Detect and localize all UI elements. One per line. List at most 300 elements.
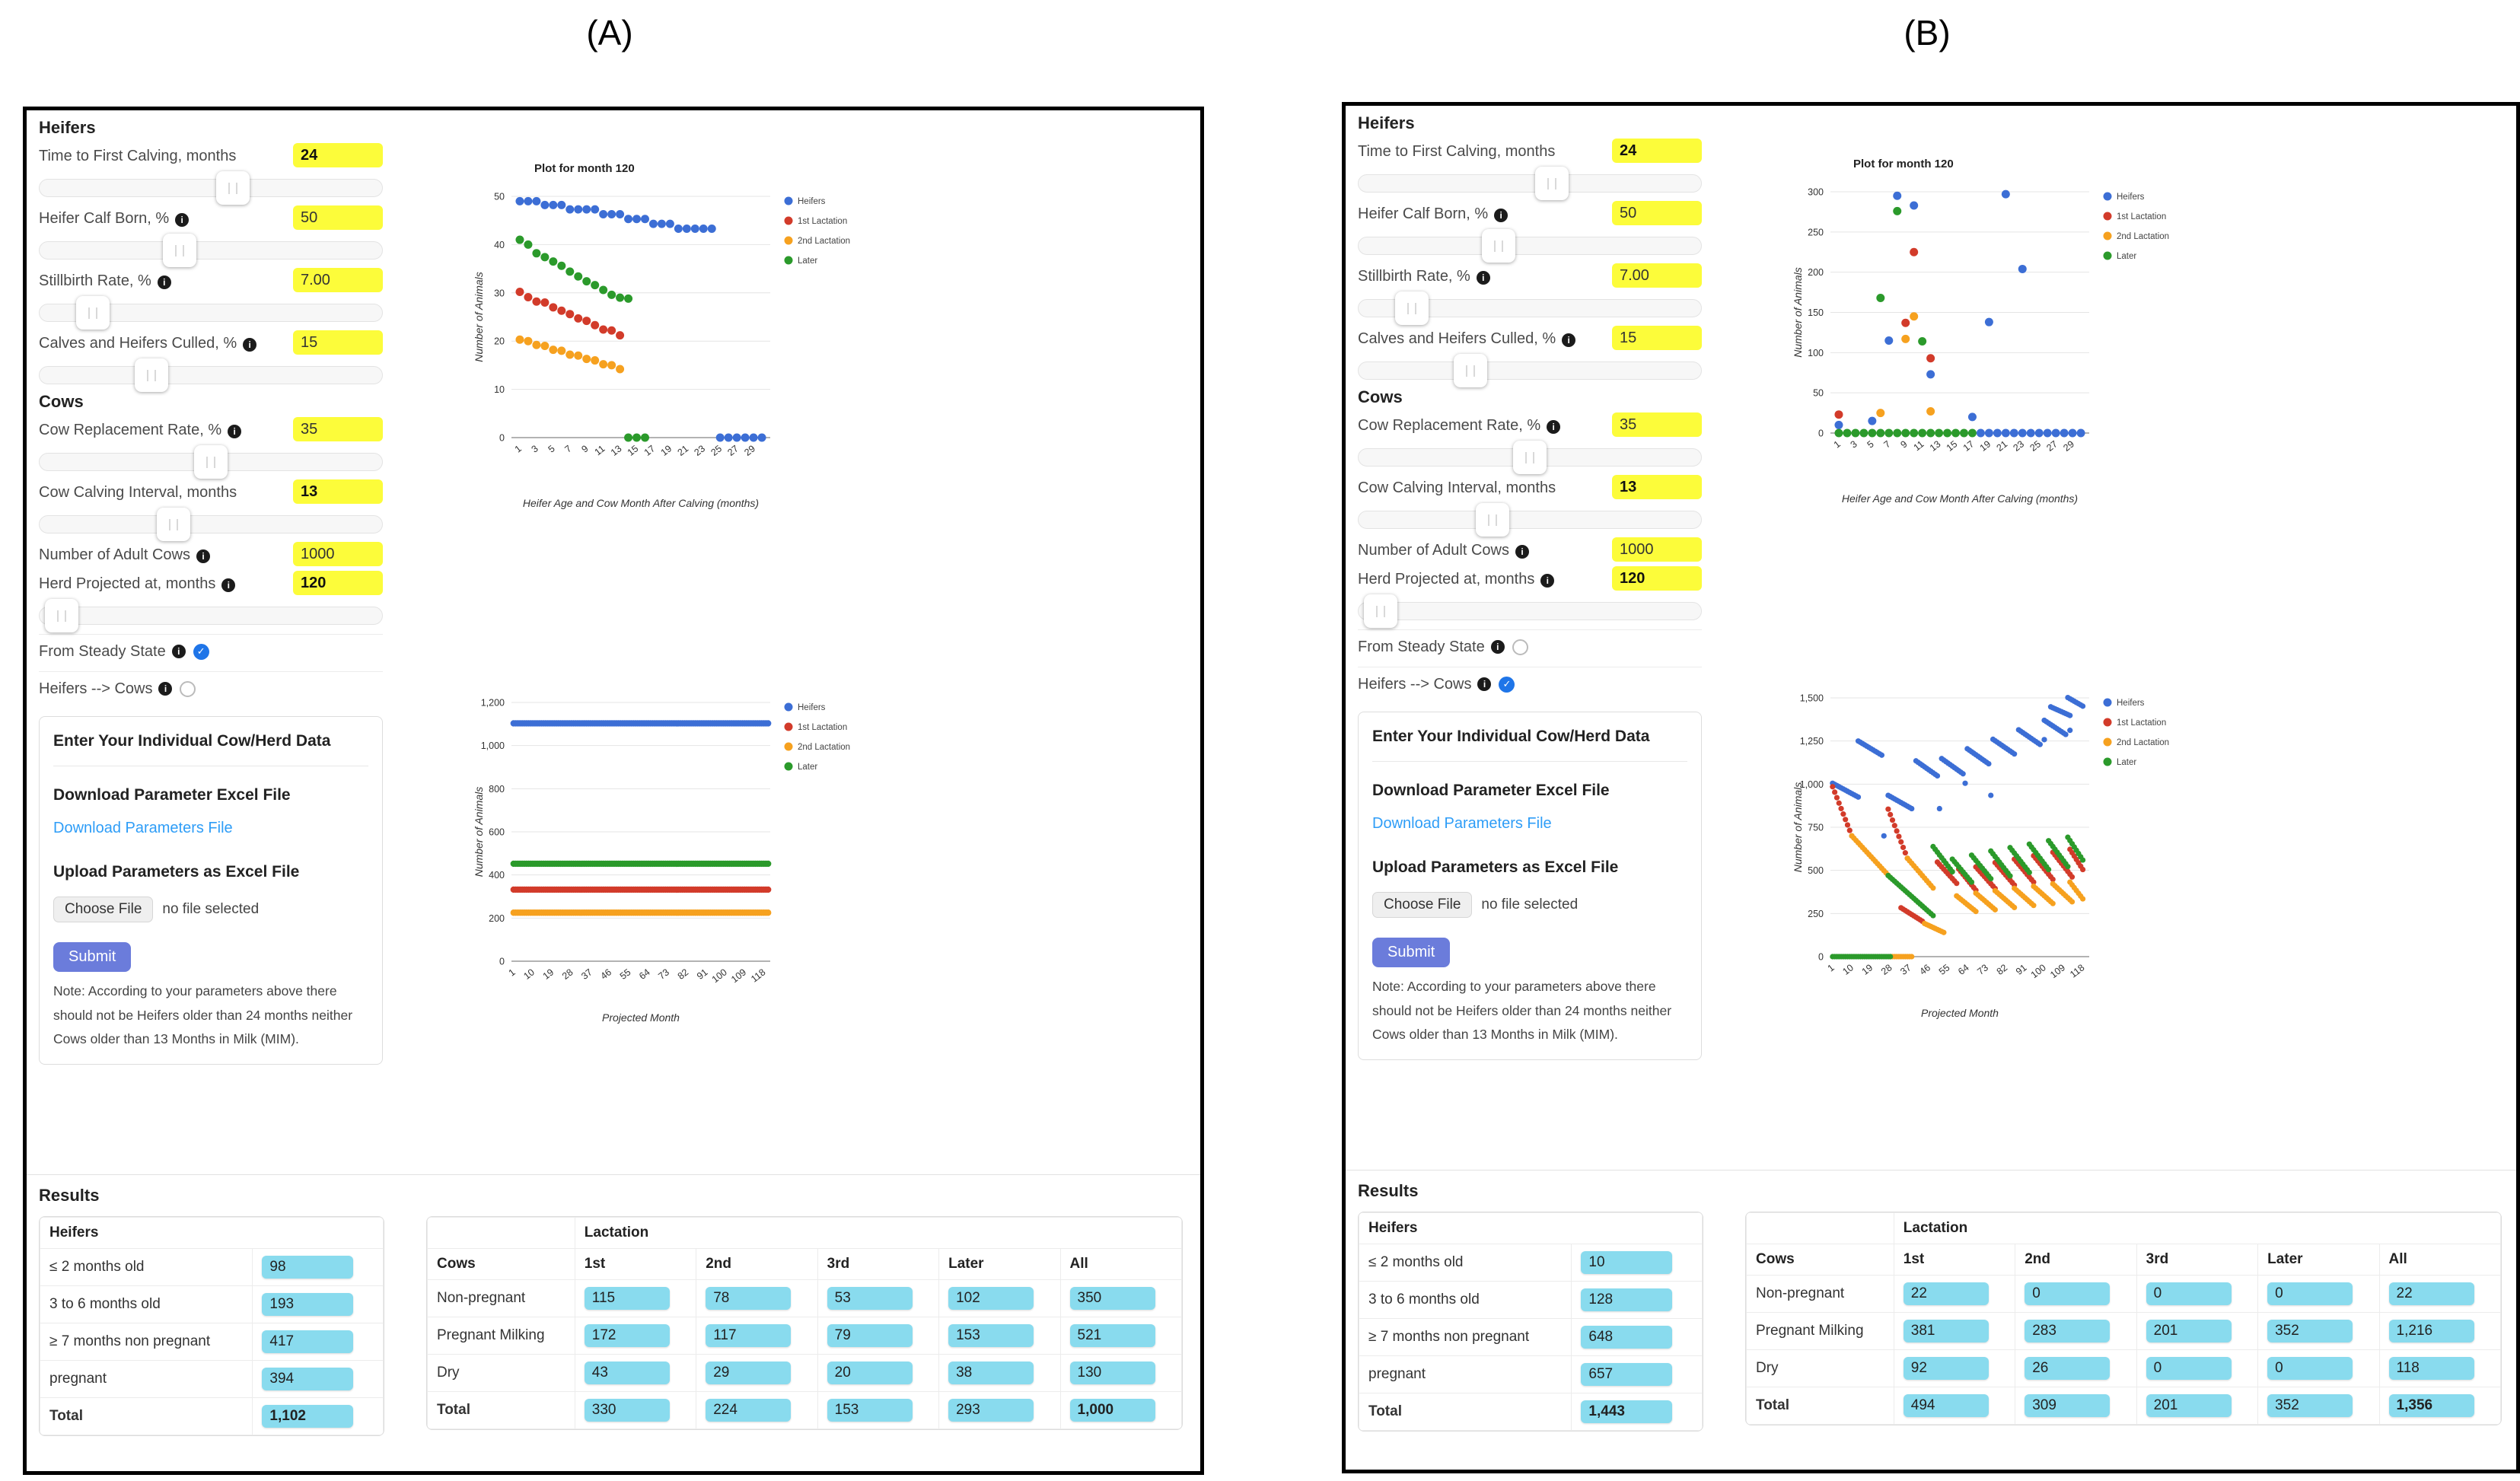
svg-text:3: 3 <box>1848 438 1859 451</box>
svg-text:73: 73 <box>656 967 671 982</box>
choose-file-button[interactable]: Choose File <box>53 897 153 922</box>
result-value-box: 29 <box>706 1362 791 1384</box>
scatter-chart-svg <box>472 639 898 1035</box>
info-icon[interactable]: i <box>1562 333 1575 347</box>
result-value-box: 26 <box>2025 1357 2110 1380</box>
herd-tool-panel-a <box>23 107 1204 1475</box>
slider-handle[interactable] <box>135 358 168 392</box>
heifers-table-header: Heifers <box>1359 1213 1703 1244</box>
slider-grip-icon <box>228 183 237 194</box>
field-value-input[interactable]: 50 <box>293 205 383 230</box>
scatter-chart-svg <box>472 152 898 518</box>
result-value-box: 53 <box>827 1287 913 1310</box>
result-value-box: 417 <box>262 1330 353 1353</box>
info-icon[interactable]: i <box>1547 420 1560 434</box>
table-row <box>40 1249 384 1286</box>
field-value-input[interactable]: 120 <box>293 571 383 595</box>
result-value-box: 118 <box>2389 1357 2474 1380</box>
svg-text:21: 21 <box>675 443 691 458</box>
slider-handle[interactable] <box>216 171 250 205</box>
svg-text:15: 15 <box>1944 438 1960 454</box>
svg-text:55: 55 <box>617 967 633 982</box>
result-value-box: 98 <box>262 1256 353 1279</box>
herd-tool-panel-b <box>1342 102 2520 1473</box>
svg-text:2nd Lactation: 2nd Lactation <box>798 743 851 752</box>
info-icon[interactable]: i <box>175 213 189 227</box>
svg-text:37: 37 <box>1898 962 1913 977</box>
field-value-input[interactable]: 35 <box>293 417 383 441</box>
svg-text:9: 9 <box>579 443 591 455</box>
download-header: Download Parameter Excel File <box>53 786 291 804</box>
field-label: Calves and Heifers Culled, % <box>1358 330 1556 347</box>
info-icon[interactable]: i <box>1540 574 1554 588</box>
svg-text:Number of Animals: Number of Animals <box>473 786 485 877</box>
slider-handle[interactable] <box>163 234 196 267</box>
info-icon[interactable]: i <box>1477 271 1490 285</box>
choose-file-button[interactable]: Choose File <box>1372 892 1472 918</box>
svg-text:73: 73 <box>1975 962 1990 977</box>
slider-track[interactable] <box>1358 511 1702 529</box>
series-later-dots <box>511 861 772 867</box>
result-value-box: 1,102 <box>262 1405 353 1428</box>
checkbox-label: Heifers --> Cows <box>39 680 153 697</box>
table-row <box>428 1392 1182 1429</box>
svg-text:19: 19 <box>1859 962 1875 977</box>
heifers-table-header: Heifers <box>40 1218 384 1249</box>
svg-text:91: 91 <box>2013 962 2029 977</box>
slider-track[interactable] <box>39 366 383 384</box>
row-label: Dry <box>1747 1350 1894 1387</box>
slider-track[interactable] <box>1358 602 1702 620</box>
download-parameters-link[interactable]: Download Parameters File <box>53 820 233 836</box>
svg-text:64: 64 <box>1956 962 1971 977</box>
field-label: Calves and Heifers Culled, % <box>39 335 237 352</box>
result-value-box: 293 <box>948 1399 1034 1422</box>
svg-text:Heifer Age and Cow Month After: Heifer Age and Cow Month After Calving (months) <box>1841 492 2079 505</box>
col-header-3rd: 3rd <box>817 1249 938 1280</box>
result-value-box: 648 <box>1581 1326 1672 1349</box>
slider-handle[interactable] <box>157 508 190 541</box>
svg-text:27: 27 <box>725 443 741 458</box>
field-label: Stillbirth Rate, % <box>39 272 151 289</box>
slider-grip-icon <box>1494 240 1503 252</box>
heifers-to-cows-checkbox[interactable]: ✓ <box>1499 677 1515 693</box>
svg-text:600: 600 <box>489 826 505 838</box>
results-title: Results <box>1358 1181 1419 1200</box>
slider-grip-icon <box>1466 365 1475 377</box>
info-icon[interactable]: i <box>1491 640 1505 654</box>
series-later-dots <box>515 236 649 442</box>
table-row <box>428 1280 1182 1317</box>
table-row <box>1359 1282 1703 1319</box>
svg-text:7: 7 <box>1881 438 1893 451</box>
svg-text:800: 800 <box>489 783 505 795</box>
svg-text:1,200: 1,200 <box>480 697 505 709</box>
field-label: Heifer Calf Born, % <box>1358 205 1489 222</box>
result-value-box: 20 <box>827 1362 913 1384</box>
slider-grip-icon <box>88 307 97 319</box>
field-value-input[interactable]: 15 <box>293 330 383 355</box>
checkbox-label: From Steady State <box>1358 638 1485 655</box>
field-value-input[interactable]: 50 <box>1612 201 1702 225</box>
table-row <box>1359 1319 1703 1356</box>
svg-text:118: 118 <box>749 967 768 985</box>
slider-grip-icon <box>57 610 66 622</box>
info-icon[interactable]: i <box>1477 677 1491 691</box>
svg-text:1: 1 <box>512 443 524 455</box>
table-row <box>1359 1393 1703 1431</box>
field-label: Time to First Calving, months <box>1358 143 1556 160</box>
svg-text:1,000: 1,000 <box>1799 779 1824 790</box>
slider-track[interactable] <box>39 241 383 260</box>
field-label: Cow Replacement Rate, % <box>1358 417 1541 434</box>
svg-text:46: 46 <box>598 967 614 982</box>
row-label: 3 to 6 months old <box>1359 1282 1572 1319</box>
result-value-box: 10 <box>1581 1251 1672 1274</box>
svg-text:29: 29 <box>2061 438 2076 454</box>
slider-grip-icon <box>169 519 178 530</box>
heifers-section-header: Heifers <box>1358 113 1415 132</box>
table-row <box>40 1323 384 1361</box>
series-second-dots <box>1876 312 1935 417</box>
slider-handle[interactable] <box>1535 167 1569 200</box>
result-value-box: 394 <box>262 1368 353 1390</box>
series-first-dots <box>511 887 772 893</box>
row-label: Total <box>428 1392 575 1429</box>
slider-grip-icon <box>1488 514 1497 526</box>
result-value-box: 78 <box>706 1287 791 1310</box>
svg-text:1,000: 1,000 <box>480 740 505 752</box>
info-icon[interactable]: i <box>196 549 210 563</box>
info-icon[interactable]: i <box>158 275 171 289</box>
field-label: Time to First Calving, months <box>39 148 237 164</box>
download-header: Download Parameter Excel File <box>1372 782 1610 799</box>
result-value-box: 0 <box>2146 1282 2232 1305</box>
result-value-box: 1,216 <box>2389 1320 2474 1342</box>
svg-text:400: 400 <box>489 870 505 881</box>
result-value-box: 128 <box>1581 1288 1672 1311</box>
col-header-all: All <box>2379 1244 2500 1276</box>
svg-text:Projected Month: Projected Month <box>602 1011 680 1024</box>
field-value-input[interactable]: 120 <box>1612 566 1702 591</box>
series-second-dots <box>1849 833 2085 960</box>
series-second-dots <box>511 909 772 916</box>
lactation-header: Lactation <box>1894 1213 2500 1244</box>
svg-text:19: 19 <box>1977 438 1993 454</box>
svg-text:150: 150 <box>1808 307 1824 318</box>
svg-text:10: 10 <box>494 384 505 396</box>
slider-handle[interactable] <box>194 445 228 479</box>
result-value-box: 0 <box>2025 1282 2110 1305</box>
col-header-2nd: 2nd <box>696 1249 817 1280</box>
table-row <box>40 1361 384 1398</box>
svg-text:28: 28 <box>559 967 575 982</box>
heifers-results-table <box>1358 1212 1703 1432</box>
slider-track[interactable] <box>1358 361 1702 380</box>
row-label: ≥ 7 months non pregnant <box>40 1323 253 1361</box>
slider-track[interactable] <box>1358 237 1702 255</box>
svg-text:109: 109 <box>2048 962 2068 981</box>
svg-text:1st Lactation: 1st Lactation <box>798 217 848 226</box>
upload-note: Note: According to your parameters above there should not be Heifers older than 24 months neither Cows older than 13 Months in Milk (MIM). <box>1372 979 1672 1042</box>
field-value-input[interactable]: 15 <box>1612 326 1702 350</box>
slider-handle[interactable] <box>1482 229 1515 263</box>
svg-text:82: 82 <box>1994 962 2010 977</box>
svg-text:10: 10 <box>1840 962 1856 977</box>
row-label: Non-pregnant <box>428 1280 575 1317</box>
svg-text:11: 11 <box>1911 438 1926 454</box>
from-steady-state-checkbox[interactable] <box>1512 639 1528 655</box>
figure-label-a: (A) <box>586 13 633 53</box>
row-label: Total <box>1359 1393 1572 1431</box>
svg-text:13: 13 <box>1927 438 1943 454</box>
svg-text:Heifers: Heifers <box>798 703 826 712</box>
results-section <box>1346 1170 2516 1432</box>
slider-track[interactable] <box>39 179 383 197</box>
individual-data-title: Enter Your Individual Cow/Herd Data <box>1372 728 1650 745</box>
checkbox-label: Heifers --> Cows <box>1358 675 1472 693</box>
download-parameters-link[interactable]: Download Parameters File <box>1372 815 1552 832</box>
result-value-box: 350 <box>1070 1287 1155 1310</box>
series-heifers-dots <box>1830 695 2085 839</box>
svg-text:46: 46 <box>1917 962 1933 977</box>
svg-text:50: 50 <box>494 191 505 202</box>
svg-text:55: 55 <box>1936 962 1952 977</box>
file-status-text: no file selected <box>1481 897 1579 912</box>
svg-text:23: 23 <box>692 443 708 458</box>
svg-text:Plot for month 120: Plot for month 120 <box>1853 158 1954 170</box>
row-label: ≤ 2 months old <box>1359 1244 1572 1282</box>
row-label: ≥ 7 months non pregnant <box>1359 1319 1572 1356</box>
chart-legend <box>785 197 851 266</box>
svg-text:64: 64 <box>637 967 652 982</box>
svg-text:100: 100 <box>2028 962 2048 981</box>
svg-text:Plot for month 120: Plot for month 120 <box>534 162 635 175</box>
result-value-box: 79 <box>827 1324 913 1347</box>
field-label: Herd Projected at, months <box>39 575 216 592</box>
result-value-box: 102 <box>948 1287 1034 1310</box>
svg-text:13: 13 <box>608 443 624 458</box>
info-icon[interactable]: i <box>158 682 172 696</box>
svg-text:1st Lactation: 1st Lactation <box>2117 212 2167 221</box>
age-distribution-chart <box>472 152 898 521</box>
svg-text:1st Lactation: 1st Lactation <box>798 723 848 732</box>
result-value-box: 657 <box>1581 1363 1672 1386</box>
field-value-input[interactable]: 1000 <box>293 542 383 566</box>
results-section <box>27 1174 1200 1436</box>
info-icon[interactable]: i <box>1494 209 1508 222</box>
info-icon[interactable]: i <box>221 578 235 592</box>
slider-grip-icon <box>1547 178 1556 190</box>
slider-handle[interactable] <box>1513 441 1547 474</box>
projected-herd-chart <box>1791 635 2217 1034</box>
field-value-input[interactable]: 24 <box>293 143 383 167</box>
chart-legend <box>2104 193 2170 262</box>
result-value-box: 22 <box>1904 1282 1989 1305</box>
slider-handle[interactable] <box>1395 291 1429 325</box>
result-value-box: 309 <box>2025 1394 2110 1417</box>
svg-text:0: 0 <box>499 432 505 444</box>
svg-text:5: 5 <box>1865 438 1876 451</box>
field-value-input[interactable]: 7.00 <box>1612 263 1702 288</box>
slider-track[interactable] <box>39 515 383 533</box>
slider-grip-icon <box>147 370 156 381</box>
series-heifers-dots <box>511 720 772 726</box>
svg-text:Later: Later <box>798 763 818 772</box>
info-icon[interactable]: i <box>172 645 186 658</box>
col-header-1st: 1st <box>1894 1244 2015 1276</box>
svg-text:82: 82 <box>675 967 691 982</box>
slider-handle[interactable] <box>1364 594 1397 628</box>
result-value-box: 352 <box>2267 1394 2353 1417</box>
series-heifers-dots <box>515 197 766 442</box>
svg-text:3: 3 <box>529 443 540 455</box>
info-icon[interactable]: i <box>228 425 241 438</box>
slider-handle[interactable] <box>76 296 110 330</box>
field-label: Number of Adult Cows <box>39 546 190 563</box>
svg-text:9: 9 <box>1898 438 1910 451</box>
field-value-input[interactable]: 13 <box>1612 475 1702 499</box>
svg-text:21: 21 <box>1994 438 2010 454</box>
row-label: Dry <box>428 1355 575 1392</box>
info-icon[interactable]: i <box>1515 545 1529 559</box>
result-value-box: 153 <box>827 1399 913 1422</box>
row-label: Total <box>1747 1387 1894 1425</box>
individual-data-box <box>1358 712 1702 1060</box>
result-value-box: 193 <box>262 1293 353 1316</box>
checkbox-label: From Steady State <box>39 642 166 660</box>
svg-text:20: 20 <box>494 336 505 347</box>
heifers-to-cows-checkbox[interactable] <box>180 681 196 697</box>
slider-handle[interactable] <box>45 599 78 632</box>
svg-text:30: 30 <box>494 288 505 299</box>
svg-text:23: 23 <box>2011 438 2027 454</box>
table-row <box>1747 1387 2501 1425</box>
col-header-cows: Cows <box>1747 1244 1894 1276</box>
table-row <box>428 1355 1182 1392</box>
result-value-box: 130 <box>1070 1362 1155 1384</box>
result-value-box: 521 <box>1070 1324 1155 1347</box>
svg-text:1,500: 1,500 <box>1799 693 1824 704</box>
row-label: Total <box>40 1398 253 1435</box>
slider-handle[interactable] <box>1476 503 1509 537</box>
table-row <box>1747 1350 2501 1387</box>
scatter-chart-svg <box>1791 635 2217 1030</box>
svg-text:Heifers: Heifers <box>798 197 826 206</box>
svg-text:100: 100 <box>1808 347 1824 358</box>
svg-text:100: 100 <box>709 967 729 986</box>
svg-text:750: 750 <box>1808 822 1824 833</box>
result-value-box: 22 <box>2389 1282 2474 1305</box>
heifers-results-table <box>39 1216 384 1436</box>
results-title: Results <box>39 1186 100 1205</box>
file-status-text: no file selected <box>162 901 260 917</box>
field-value-input[interactable]: 1000 <box>1612 537 1702 562</box>
slider-track[interactable] <box>39 607 383 625</box>
svg-text:1,250: 1,250 <box>1799 736 1824 747</box>
result-value-box: 0 <box>2146 1357 2232 1380</box>
svg-text:17: 17 <box>642 443 658 458</box>
figure-label-b: (B) <box>1904 13 1951 53</box>
series-heifers-dots <box>1834 190 2085 438</box>
result-value-box: 0 <box>2267 1282 2353 1305</box>
row-label: Pregnant Milking <box>428 1317 575 1355</box>
submit-button[interactable]: Submit <box>1372 938 1450 967</box>
submit-button[interactable]: Submit <box>53 942 131 972</box>
svg-text:27: 27 <box>2044 438 2060 454</box>
row-label: ≤ 2 months old <box>40 1249 253 1286</box>
svg-text:300: 300 <box>1808 186 1824 198</box>
result-value-box: 115 <box>585 1287 670 1310</box>
svg-text:Number of Animals: Number of Animals <box>1792 782 1804 873</box>
individual-data-box <box>39 716 383 1065</box>
info-icon[interactable]: i <box>243 338 256 352</box>
svg-text:250: 250 <box>1808 908 1824 919</box>
slider-grip-icon <box>175 245 184 256</box>
slider-handle[interactable] <box>1454 354 1487 387</box>
svg-text:15: 15 <box>625 443 641 458</box>
field-label: Stillbirth Rate, % <box>1358 268 1470 285</box>
result-value-box: 38 <box>948 1362 1034 1384</box>
upload-header: Upload Parameters as Excel File <box>53 863 300 881</box>
svg-text:2nd Lactation: 2nd Lactation <box>798 237 851 246</box>
row-label: pregnant <box>1359 1356 1572 1393</box>
slider-grip-icon <box>1376 606 1385 617</box>
field-label: Cow Calving Interval, months <box>1358 479 1556 496</box>
result-value-box: 1,443 <box>1581 1400 1672 1423</box>
col-header-later: Later <box>939 1249 1060 1280</box>
result-value-box: 1,000 <box>1070 1399 1155 1422</box>
slider-track[interactable] <box>1358 174 1702 193</box>
svg-text:1: 1 <box>1831 438 1843 451</box>
svg-text:109: 109 <box>729 967 749 986</box>
from-steady-state-checkbox[interactable]: ✓ <box>193 644 209 660</box>
svg-text:19: 19 <box>540 967 556 982</box>
row-label: pregnant <box>40 1361 253 1398</box>
svg-text:0: 0 <box>1818 428 1824 439</box>
field-value-input[interactable]: 13 <box>293 479 383 504</box>
svg-text:17: 17 <box>1961 438 1977 454</box>
divider <box>1372 761 1687 762</box>
svg-text:Later: Later <box>2117 758 2137 767</box>
table-row <box>428 1317 1182 1355</box>
lactation-header: Lactation <box>575 1218 1181 1249</box>
svg-text:Heifers: Heifers <box>2117 193 2145 202</box>
field-label: Number of Adult Cows <box>1358 542 1509 559</box>
svg-text:37: 37 <box>579 967 594 982</box>
svg-text:Projected Month: Projected Month <box>1921 1007 1999 1019</box>
svg-text:2nd Lactation: 2nd Lactation <box>2117 738 2170 747</box>
table-row <box>1747 1276 2501 1313</box>
svg-text:Number of Animals: Number of Animals <box>1792 267 1804 358</box>
row-label: Pregnant Milking <box>1747 1313 1894 1350</box>
svg-text:250: 250 <box>1808 227 1824 238</box>
svg-text:29: 29 <box>742 443 757 458</box>
chart-legend <box>785 703 851 772</box>
field-value-input[interactable]: 24 <box>1612 139 1702 163</box>
field-value-input[interactable]: 7.00 <box>293 268 383 292</box>
svg-text:0: 0 <box>499 956 505 967</box>
field-value-input[interactable]: 35 <box>1612 412 1702 437</box>
result-value-box: 172 <box>585 1324 670 1347</box>
result-value-box: 201 <box>2146 1394 2232 1417</box>
slider-grip-icon <box>206 457 215 468</box>
result-value-box: 117 <box>706 1324 791 1347</box>
field-label: Heifer Calf Born, % <box>39 210 170 227</box>
field-label: Cow Calving Interval, months <box>39 484 237 501</box>
svg-text:91: 91 <box>694 967 710 982</box>
table-row <box>1747 1313 2501 1350</box>
